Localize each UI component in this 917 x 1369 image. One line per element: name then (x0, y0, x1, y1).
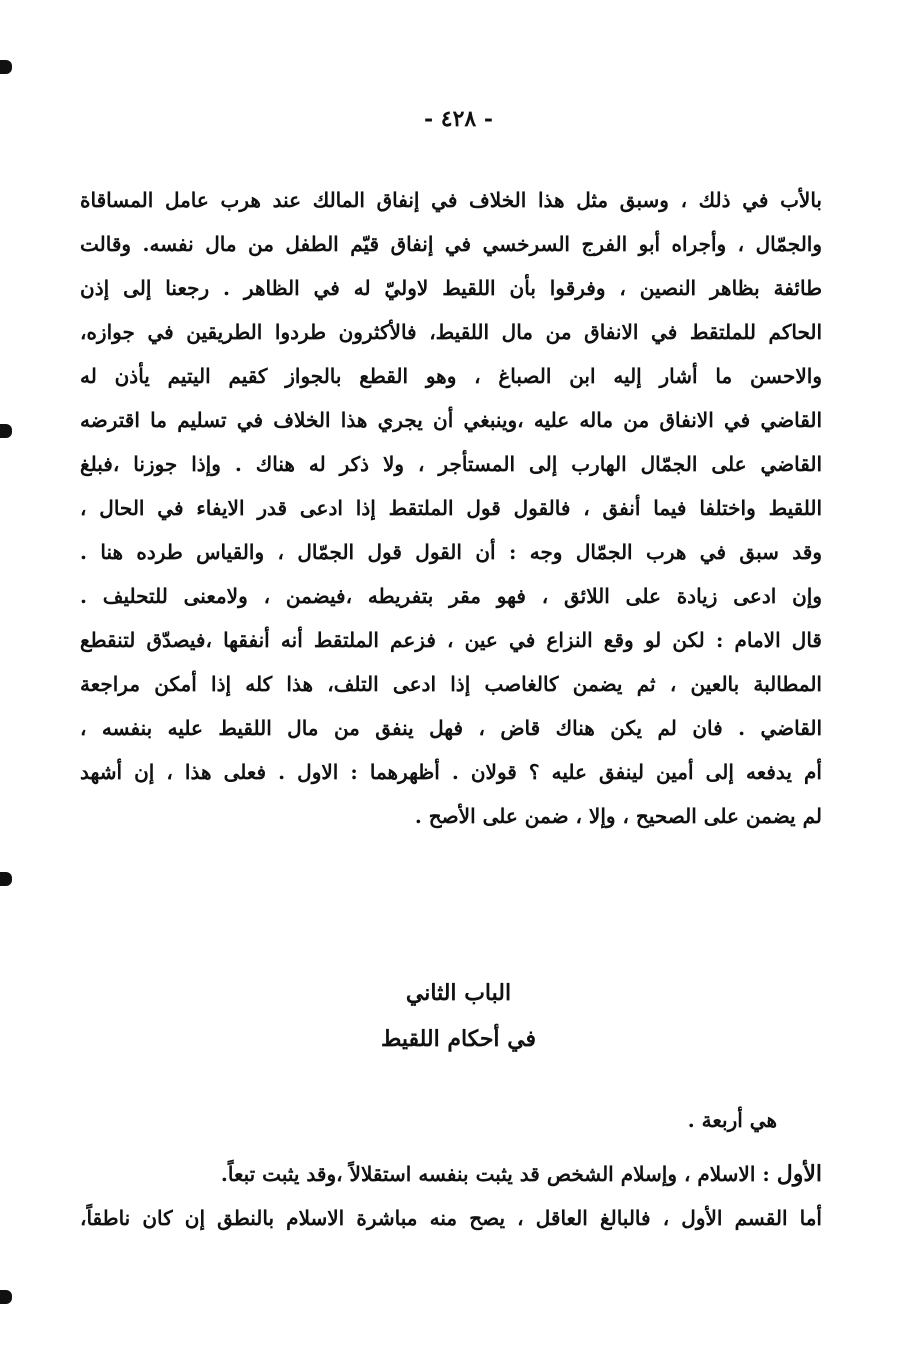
scan-mark (0, 424, 12, 438)
scan-mark (0, 1290, 12, 1304)
paragraph-line: القاضي في الانفاق من ماله عليه ،وينبغي أن يجري هذا الخلاف في تسليم ما اقترضه (80, 408, 822, 432)
paragraph-line: القاضي على الجمّال الهارب إلى المستأجر ، ولا ذكر له هناك . وإذا جوزنا ،فبلغ (80, 452, 822, 476)
paragraph-line: والجمّال ، وأجراه أبو الفرج السرخسي في إنفاق قيّم الطفل من مال نفسه. وقالت (80, 232, 822, 256)
scan-mark (0, 60, 12, 74)
paragraph-line: وإن ادعى زيادة على اللائق ، فهو مقر بتفريطه ،فيضمن ، ولامعنى للتحليف . (80, 584, 822, 608)
paragraph-line: قال الامام : لكن لو وقع النزاع في عين ، فزعم الملتقط أنه أنفقها ،فيصدّق لتنقطع (80, 628, 822, 652)
section-heading: الباب الثاني (405, 980, 512, 1006)
intro-text: هي أربعة . (687, 1108, 777, 1132)
paragraph-line: اللقيط واختلفا فيما أنفق ، فالقول قول الملتقط إذا ادعى قدر الايفاء في الحال ، (80, 496, 822, 520)
section-body (80, 1152, 822, 1240)
scan-mark (0, 872, 12, 886)
page-number: - ٤٢٨ - (423, 106, 494, 132)
section-line-text: أما القسم الأول ، فالبالغ العاقل ، يصح منه مباشرة الاسلام بالنطق إن كان ناطقاً، (80, 1206, 822, 1230)
paragraph-line: طائفة بظاهر النصين ، وفرقوا بأن اللقيط لاوليّ له في الظاهر . رجعنا إلى إذن (80, 276, 822, 300)
paragraph-line: بالأب في ذلك ، وسبق مثل هذا الخلاف في إنفاق المالك عند هرب عامل المساقاة (80, 188, 822, 212)
paragraph-line: القاضي . فان لم يكن هناك قاض ، فهل ينفق من مال اللقيط عليه بنفسه ، (80, 716, 822, 740)
paragraph-line: الحاكم للملتقط في الانفاق من مال اللقيط، فالأكثرون طردوا الطريقين في جوازه، (80, 320, 822, 344)
section-line-text: : الاسلام ، وإسلام الشخص قد يثبت بنفسه استقلالاً ،وقد يثبت تبعاً. (220, 1162, 777, 1186)
section-line (80, 1196, 822, 1240)
paragraph-line: وقد سبق في هرب الجمّال وجه : أن القول قول الجمّال ، والقياس طرده هنا . (80, 540, 822, 564)
paragraph-line: المطالبة بالعين ، ثم يضمن كالغاصب إذا ادعى التلف، هذا كله إذا أمكن مراجعة (80, 672, 822, 696)
paragraph-line: والاحسن ما أشار إليه ابن الصباغ ، وهو القطع بالجواز كقيم اليتيم يأذن له (80, 364, 822, 388)
section-line (80, 1152, 822, 1196)
section-line-lead: الأول (776, 1161, 822, 1187)
paragraph-line: لم يضمن على الصحيح ، وإلا ، ضمن على الأصح . (414, 804, 822, 828)
paragraph-line: أم يدفعه إلى أمين لينفق عليه ؟ قولان . أظهرهما : الاول . فعلى هذا ، إن أشهد (80, 760, 822, 784)
section-subheading: في أحكام اللقيط (380, 1026, 537, 1052)
main-paragraph (80, 178, 822, 838)
